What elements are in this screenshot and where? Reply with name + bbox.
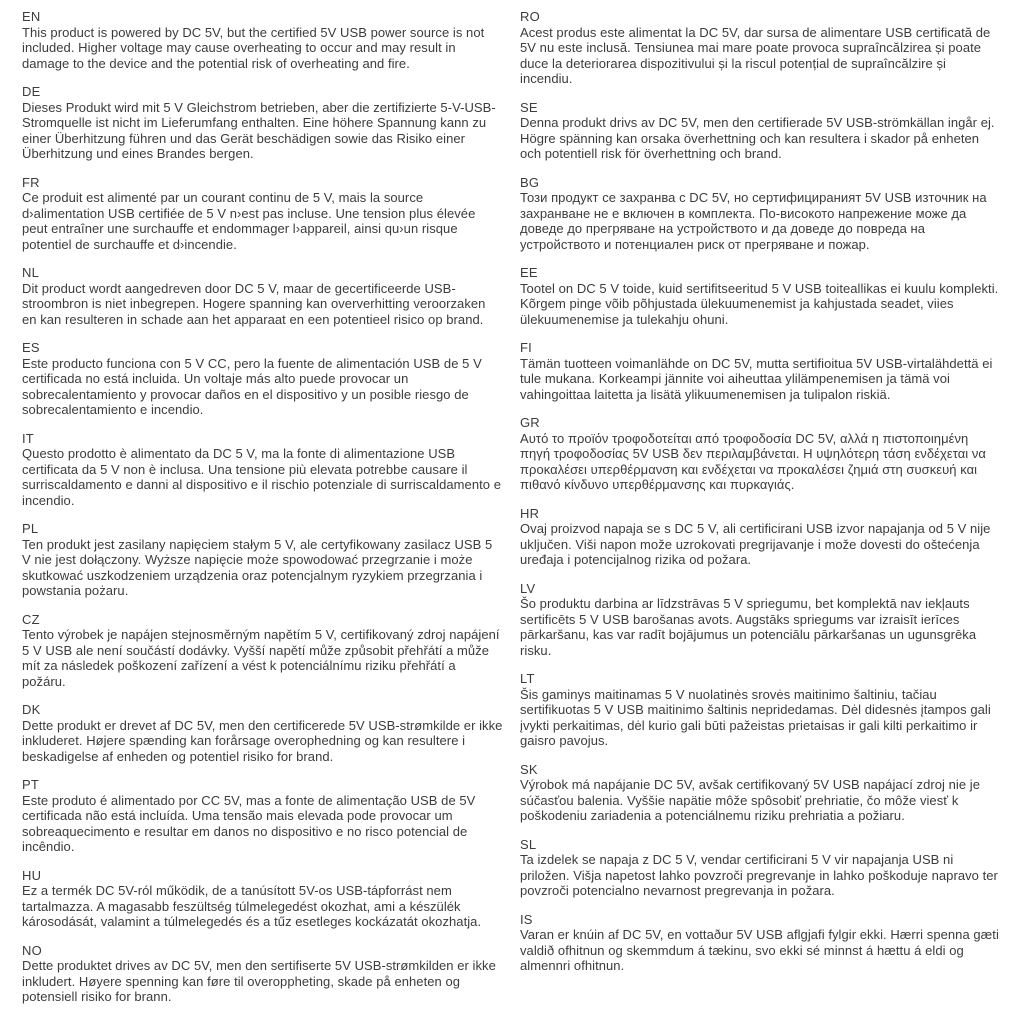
language-code: SL: [520, 836, 537, 852]
language-text: Varan er knúin af DC 5V, en vottaður 5V USB aflgjafi fylgir ekki. Hærri spenna gæti valdið ofhitnun og skemmdum á tækinu, svo ekki sé minnst á hættu á eldi og almennri ofhitnun.: [520, 927, 999, 973]
language-block: [520, 671, 1001, 749]
column-right: [520, 9, 1001, 1016]
language-block: [520, 837, 1001, 899]
language-text: Този продукт се захранва с DC 5V, но сертифицираният 5V USB източник на захранване не е включен в комплекта. По-високото напрежение може да доведе до прегряване на устройството и да доведе до повреда на устройството и потенциален риск от прегряване и пожар.: [520, 190, 987, 252]
language-code: DE: [22, 84, 41, 99]
language-text: Šo produktu darbina ar līdzstrāvas 5 V spriegumu, bet komplektā nav iekļauts sertificēts 5 V USB barošanas avots. Augstāks spriegums var izraisīt ierīces pārkaršanu, kas var radīt bojājumus un potenciālu pārkaršanas un ugunsgrēka risku.: [520, 596, 977, 658]
language-block: [22, 777, 503, 855]
language-code: PL: [22, 521, 39, 536]
language-block: [22, 340, 503, 418]
language-code: RO: [520, 9, 540, 24]
language-block: [22, 943, 503, 1005]
language-block: [22, 702, 503, 764]
language-block: [22, 9, 503, 71]
language-code: IS: [520, 911, 533, 927]
language-code: HR: [520, 505, 540, 521]
language-code: EN: [22, 9, 41, 24]
language-text: Ce produit est alimenté par un courant continu de 5 V, mais la source d›alimentation USB certifiée de 5 V n›est pas incluse. Une tension plus élevée peut entraîner une surchauffe et endommager l›appareil, ainsi qu›un risque potentiel de surchauffe et d›incendie.: [22, 190, 476, 252]
language-text: Ta izdelek se napaja z DC 5 V, vendar certificirani 5 V vir napajanja USB ni priložen. Višja napetost lahko povzroči pregrevanje in lahko poškoduje napravo ter povzroči potencialno nevarnost pregrevanja in požara.: [520, 852, 998, 898]
language-block: [22, 521, 503, 599]
language-block: [520, 581, 1001, 659]
language-block: [520, 506, 1001, 568]
language-text: Tento výrobek je napájen stejnosměrným napětím 5 V, certifikovaný zdroj napájení 5 V USB ale není součástí dodávky. Vyšší napětí může způsobit přehřátí a může mít za následek poškození zařízení a vést k potenciálnímu riziku přehřátí a požáru.: [22, 627, 500, 689]
language-text: Este produto é alimentado por CC 5V, mas a fonte de alimentação USB de 5V certificada não está incluída. Uma tensão mais elevada pode provocar um sobreaquecimento e resultar em danos no dispositivo e no risco potencial de incêndio.: [22, 792, 476, 854]
language-block: [22, 868, 503, 930]
language-code: IT: [22, 430, 34, 446]
language-code: EE: [520, 265, 538, 280]
language-code: PT: [22, 777, 40, 792]
language-block: [520, 415, 1001, 493]
language-block: [520, 762, 1001, 824]
language-text: Tämän tuotteen voimanlähde on DC 5V, mutta sertifioitua 5V USB-virtalähdettä ei tule mukana. Korkeampi jännite voi aiheuttaa ylilämpenemisen ja tämä voi vahingoittaa laitetta ja lisätä ylikuumenemisen ja tulipalon riskiä.: [520, 355, 993, 402]
language-block: [22, 265, 503, 327]
language-code: FR: [22, 174, 40, 190]
language-text: Dette produkt er drevet af DC 5V, men den certificerede 5V USB-strømkilde er ikke inkluderet. Højere spænding kan forårsage overophedning og kan resultere i beskadigelse af enheden og potentiel risiko for brand.: [22, 717, 503, 764]
language-text: Acest produs este alimentat la DC 5V, dar sursa de alimentare USB certificată de 5V nu este inclusă. Tensiunea mai mare poate provoca supraîncălzirea și poate duce la deteriorarea dispozitivului și la riscul potențial de supraîncălzire și incendiu.: [520, 24, 991, 86]
language-code: DK: [22, 702, 41, 717]
language-block: [520, 100, 1001, 162]
language-text: Αυτό το προϊόν τροφοδοτείται από τροφοδοσία DC 5V, αλλά η πιστοποιημένη πηγή τροφοδοσίας 5V USB δεν περιλαμβάνεται. Η υψηλότερη τάση ενδέχεται να προκαλέσει υπερθέρμανση και ενδέχεται να προκαλέσει ζημιά στη συσκευή και πιθανό κίνδυνο υπερθέρμανσης και πυρκαγιάς.: [520, 430, 986, 492]
column-left: [22, 9, 503, 1016]
language-code: CZ: [22, 611, 40, 627]
language-block: [22, 612, 503, 690]
language-text: Dit product wordt aangedreven door DC 5 V, maar de gecertificeerde USB-stroombron is niet inbegrepen. Hogere spanning kan oververhitting veroorzaken en kan resulteren in schade aan het apparaat en een potentieel risico op brand.: [22, 280, 486, 327]
language-text: Ten produkt jest zasilany napięciem stałym 5 V, ale certyfikowany zasilacz USB 5 V nie jest dołączony. Wyższe napięcie może spowodować przegrzanie i może skutkować uszkodzeniem urządzenia oraz potencjalnym ryzykiem przegrzania i powstania pożaru.: [22, 536, 493, 598]
language-text: Výrobok má napájanie DC 5V, avšak certifikovaný 5V USB napájací zdroj nie je súčasťou balenia. Vyššie napätie môže spôsobiť prehriatie, čo môže viesť k poškodeniu zariadenia a potenciálnemu riziku prehriatia a požiaru.: [520, 777, 981, 823]
language-code: NO: [22, 942, 42, 958]
language-text: Dette produktet drives av DC 5V, men den sertifiserte 5V USB-strømkilden er ikke inkludert. Høyere spenning kan føre til overoppheting, skade på enheten og potensiell risiko for brann.: [22, 958, 496, 1004]
language-code: LT: [520, 671, 535, 686]
language-block: [520, 265, 1001, 327]
language-text: This product is powered by DC 5V, but the certified 5V USB power source is not included. Higher voltage may cause overheating to occur and may result in damage to the device and the potential risk of overheating and fire.: [22, 24, 485, 71]
language-block: [520, 175, 1001, 253]
language-code: ES: [22, 340, 40, 355]
language-text: Questo prodotto è alimentato da DC 5 V, ma la fonte di alimentazione USB certificata da 5 V non è inclusa. Una tensione più elevata potrebbe causare il surriscaldamento e danni al dispositivo e il rischio potenziale di surriscaldamento e incendio.: [22, 446, 501, 508]
language-code: FI: [520, 340, 532, 355]
language-code: LV: [520, 580, 536, 596]
language-text: Ez a termék DC 5V-ról működik, de a tanúsított 5V-os USB-tápforrást nem tartalmazza. A magasabb feszültség túlmelegedést okozhat, ami a készülék károsodását, valamint a túlmelegedés és a tűz esetleges kockázatát okozhatja.: [22, 883, 482, 929]
language-code: GR: [520, 415, 540, 430]
language-text: Ovaj proizvod napaja se s DC 5 V, ali certificirani USB izvor napajanja od 5 V nije uključen. Viši napon može uzrokovati pregrijavanje i može dovesti do oštećenja uređaja i potencijalnog rizika od požara.: [520, 521, 991, 567]
language-text: Tootel on DC 5 V toide, kuid sertifitseeritud 5 V USB toiteallikas ei kuulu komplekti. Kõrgem pinge võib põhjustada ülekuumenemist ja kahjustada seadet, viies ülekuumenemise ja tulekahju ohuni.: [520, 280, 999, 327]
language-block: [520, 912, 1001, 974]
language-block: [22, 175, 503, 253]
language-code: NL: [22, 265, 40, 280]
language-block: [22, 84, 503, 162]
language-text: Denna produkt drivs av DC 5V, men den certifierade 5V USB-strömkällan ingår ej. Högre spänning kan orsaka överhettning och kan resultera i skador på enheten och potentiell risk för överhettning och brand.: [520, 115, 995, 161]
language-block: [520, 340, 1001, 402]
language-text: Dieses Produkt wird mit 5 V Gleichstrom betrieben, aber die zertifizierte 5-V-USB-Stromquelle ist nicht im Lieferumfang enthalten. Eine höhere Spannung kann zu einer Überhitzung führen und das Gerät beschädigen sowie das Risiko einer Überhitzung und eines Brandes bergen.: [22, 99, 496, 161]
language-code: SE: [520, 99, 538, 115]
language-text: Este producto funciona con 5 V CC, pero la fuente de alimentación USB de 5 V certificada no está incluida. Un voltaje más alto puede provocar un sobrecalentamiento y provocar daños en el dispositivo y un posible riesgo de sobrecalentamiento e incendio.: [22, 355, 482, 417]
language-code: HU: [22, 867, 42, 883]
language-block: [520, 9, 1001, 87]
language-code: BG: [520, 174, 540, 190]
language-text: Šis gaminys maitinamas 5 V nuolatinės srovės maitinimo šaltiniu, tačiau sertifikuotas 5 V USB maitinimo šaltinis nepridedamas. Dėl didesnės įtampos gali įvykti perkaitimas, dėl kurio gali būti pažeistas prietaisas ir gali kilti perkaitimo ir gaisro pavojus.: [520, 686, 991, 748]
language-code: SK: [520, 761, 538, 777]
language-block: [22, 431, 503, 509]
